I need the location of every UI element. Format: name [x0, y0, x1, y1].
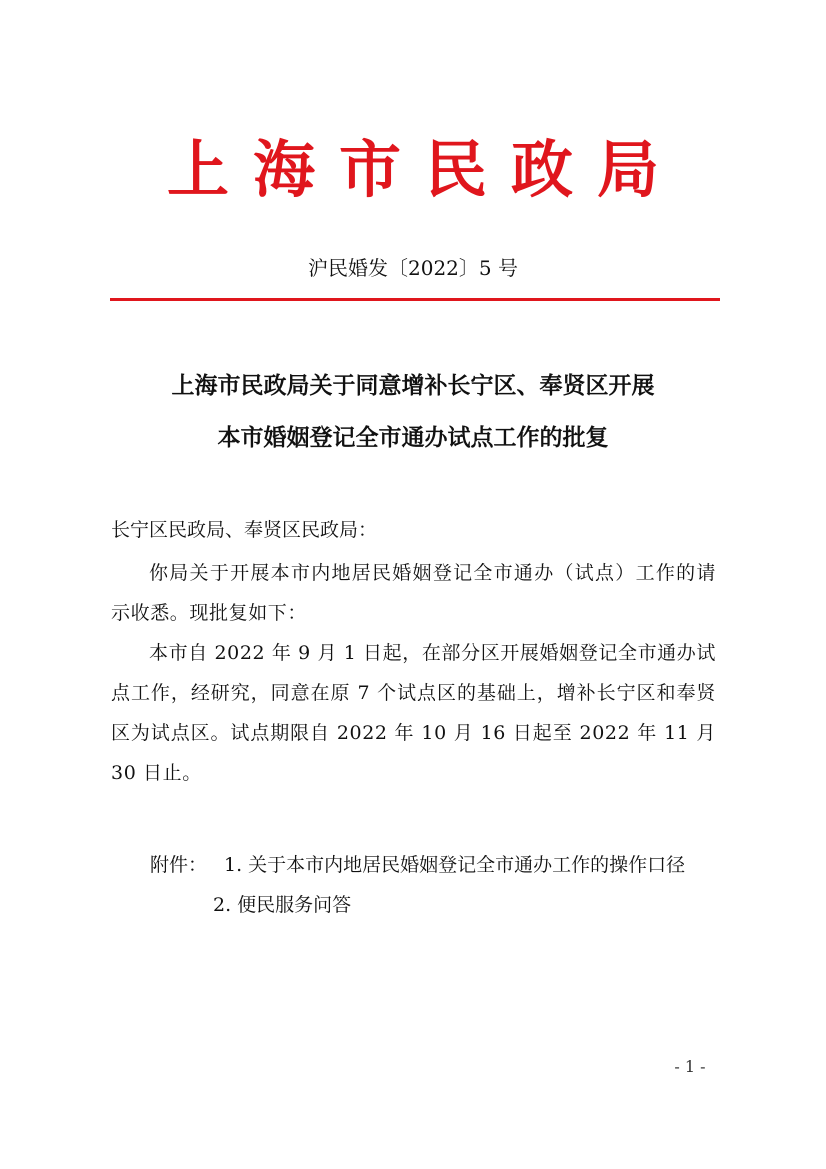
- page-number: - 1 -: [674, 1057, 706, 1076]
- attachment-item: 2. 便民服务问答: [213, 894, 352, 916]
- body-paragraph: 你局关于开展本市内地居民婚姻登记全市通办（试点）工作的请示收悉。现批复如下：: [111, 562, 716, 624]
- attachments-label: 附件：: [150, 854, 208, 876]
- subject-line-2: 本市婚姻登记全市通办试点工作的批复: [217, 425, 609, 451]
- document-number: 沪民婚发〔2022〕5 号: [308, 256, 518, 280]
- body-paragraph: 本市自 2022 年 9 月 1 日起，在部分区开展婚姻登记全市通办试点工作，经研究，同意在原 7 个试点区的基础上，增补长宁区和奉贤区为试点区。试点期限自 2022 年 10 月 16 日起至 2022 年 11 月 30 日止。: [111, 642, 716, 784]
- addressee: 长宁区民政局、奉贤区民政局：: [111, 519, 378, 541]
- organization-title: 上海市民政局: [166, 133, 683, 206]
- subject-line-1: 上海市民政局关于同意增补长宁区、奉贤区开展: [171, 373, 655, 399]
- red-header-rule: [110, 298, 720, 301]
- attachment-item: 1. 关于本市内地居民婚姻登记全市通办工作的操作口径: [224, 854, 686, 876]
